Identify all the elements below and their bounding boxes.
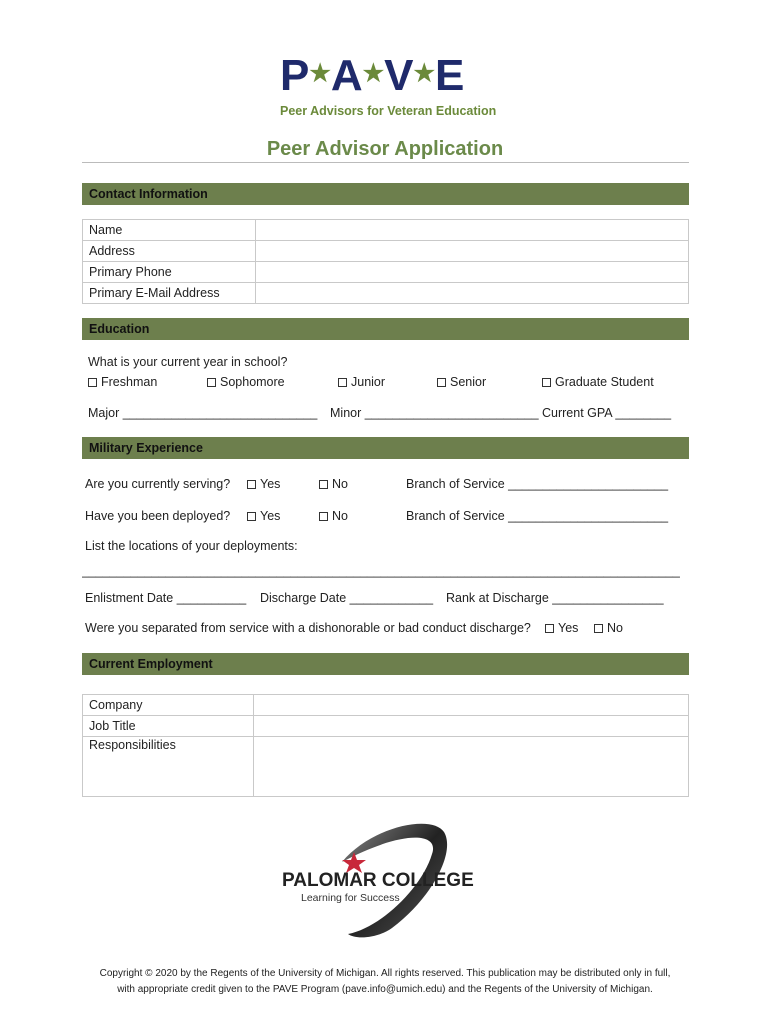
option-senior[interactable]: Senior	[437, 375, 486, 389]
copyright-footer	[0, 966, 770, 998]
field-label: Name	[83, 220, 256, 241]
locations-field[interactable]: ______________________________________________________________________________________	[82, 564, 680, 578]
star-icon: ★	[362, 60, 385, 88]
field-label: Company	[83, 695, 254, 716]
checkbox-icon[interactable]	[594, 624, 603, 633]
option-junior[interactable]: Junior	[338, 375, 385, 389]
college-tagline: Learning for Success	[301, 892, 400, 904]
section-header-education: Education	[82, 318, 689, 340]
field-label: Address	[83, 241, 256, 262]
checkbox-icon[interactable]	[437, 378, 446, 387]
responsibilities-input[interactable]	[254, 737, 689, 797]
branch-field[interactable]: Branch of Service _______________________	[406, 477, 669, 491]
serving-no[interactable]: No	[319, 477, 348, 491]
employment-table	[82, 694, 689, 797]
field-label: Primary E-Mail Address	[83, 283, 256, 304]
phone-input[interactable]	[256, 262, 689, 283]
checkbox-icon[interactable]	[247, 512, 256, 521]
separated-no[interactable]: No	[594, 621, 623, 635]
locations-question: List the locations of your deployments:	[85, 539, 298, 553]
table-row	[83, 737, 689, 797]
rank-field[interactable]: Rank at Discharge ________________	[446, 591, 664, 605]
section-header-military: Military Experience	[82, 437, 689, 459]
deployed-no[interactable]: No	[319, 509, 348, 523]
separated-yes[interactable]: Yes	[545, 621, 578, 635]
logo-letter-p: P	[280, 51, 310, 100]
section-header-employment: Current Employment	[82, 653, 689, 675]
palomar-college-logo	[282, 818, 492, 942]
checkbox-icon[interactable]	[247, 480, 256, 489]
page-title: Peer Advisor Application	[266, 138, 504, 160]
table-row	[83, 262, 689, 283]
checkbox-icon[interactable]	[338, 378, 347, 387]
table-row	[83, 241, 689, 262]
company-input[interactable]	[254, 695, 689, 716]
checkbox-icon[interactable]	[88, 378, 97, 387]
field-label: Responsibilities	[83, 737, 254, 797]
pave-logo-wordmark	[280, 51, 490, 100]
contact-table	[82, 219, 689, 304]
serving-yes[interactable]: Yes	[247, 477, 280, 491]
option-sophomore[interactable]: Sophomore	[207, 375, 285, 389]
title-divider	[82, 162, 689, 163]
discharge-field[interactable]: Discharge Date ____________	[260, 591, 434, 605]
deployed-question: Have you been deployed?	[85, 509, 231, 523]
address-input[interactable]	[256, 241, 689, 262]
separated-question: Were you separated from service with a dishonorable or bad conduct discharge?	[85, 621, 531, 635]
checkbox-icon[interactable]	[319, 512, 328, 521]
table-row	[83, 283, 689, 304]
footer-line: Copyright © 2020 by the Regents of the University of Michigan. All rights reserved. This publication may be distributed only in full,	[99, 968, 671, 979]
branch-field[interactable]: Branch of Service _______________________	[406, 509, 669, 523]
field-label: Primary Phone	[83, 262, 256, 283]
deployed-yes[interactable]: Yes	[247, 509, 280, 523]
major-field[interactable]: Major ____________________________	[88, 406, 318, 420]
minor-field[interactable]: Minor _________________________	[330, 406, 539, 420]
section-header-contact: Contact Information	[82, 183, 689, 205]
pave-logo	[280, 51, 497, 119]
checkbox-icon[interactable]	[207, 378, 216, 387]
field-label: Job Title	[83, 716, 254, 737]
email-input[interactable]	[256, 283, 689, 304]
star-icon: ★	[309, 60, 331, 88]
enlistment-field[interactable]: Enlistment Date __________	[85, 591, 247, 605]
serving-question: Are you currently serving?	[85, 477, 231, 491]
table-row	[83, 695, 689, 716]
star-icon: ★	[413, 60, 436, 88]
table-row	[83, 220, 689, 241]
logo-letter-v: V	[384, 51, 414, 100]
name-input[interactable]	[256, 220, 689, 241]
pave-tagline: Peer Advisors for Veteran Education	[280, 104, 497, 119]
option-graduate[interactable]: Graduate Student	[542, 375, 654, 389]
footer-line: with appropriate credit given to the PAVE Program (pave.info@umich.edu) and the Regents of the University of Michigan.	[117, 984, 653, 995]
checkbox-icon[interactable]	[542, 378, 551, 387]
year-question: What is your current year in school?	[88, 355, 288, 369]
table-row	[83, 716, 689, 737]
gpa-field[interactable]: Current GPA ________	[542, 406, 672, 420]
college-name: PALOMAR COLLEGE	[282, 870, 474, 891]
option-freshman[interactable]: Freshman	[88, 375, 157, 389]
checkbox-icon[interactable]	[319, 480, 328, 489]
logo-letter-a: A	[330, 51, 363, 100]
logo-letter-e: E	[435, 51, 465, 100]
checkbox-icon[interactable]	[545, 624, 554, 633]
job-title-input[interactable]	[254, 716, 689, 737]
